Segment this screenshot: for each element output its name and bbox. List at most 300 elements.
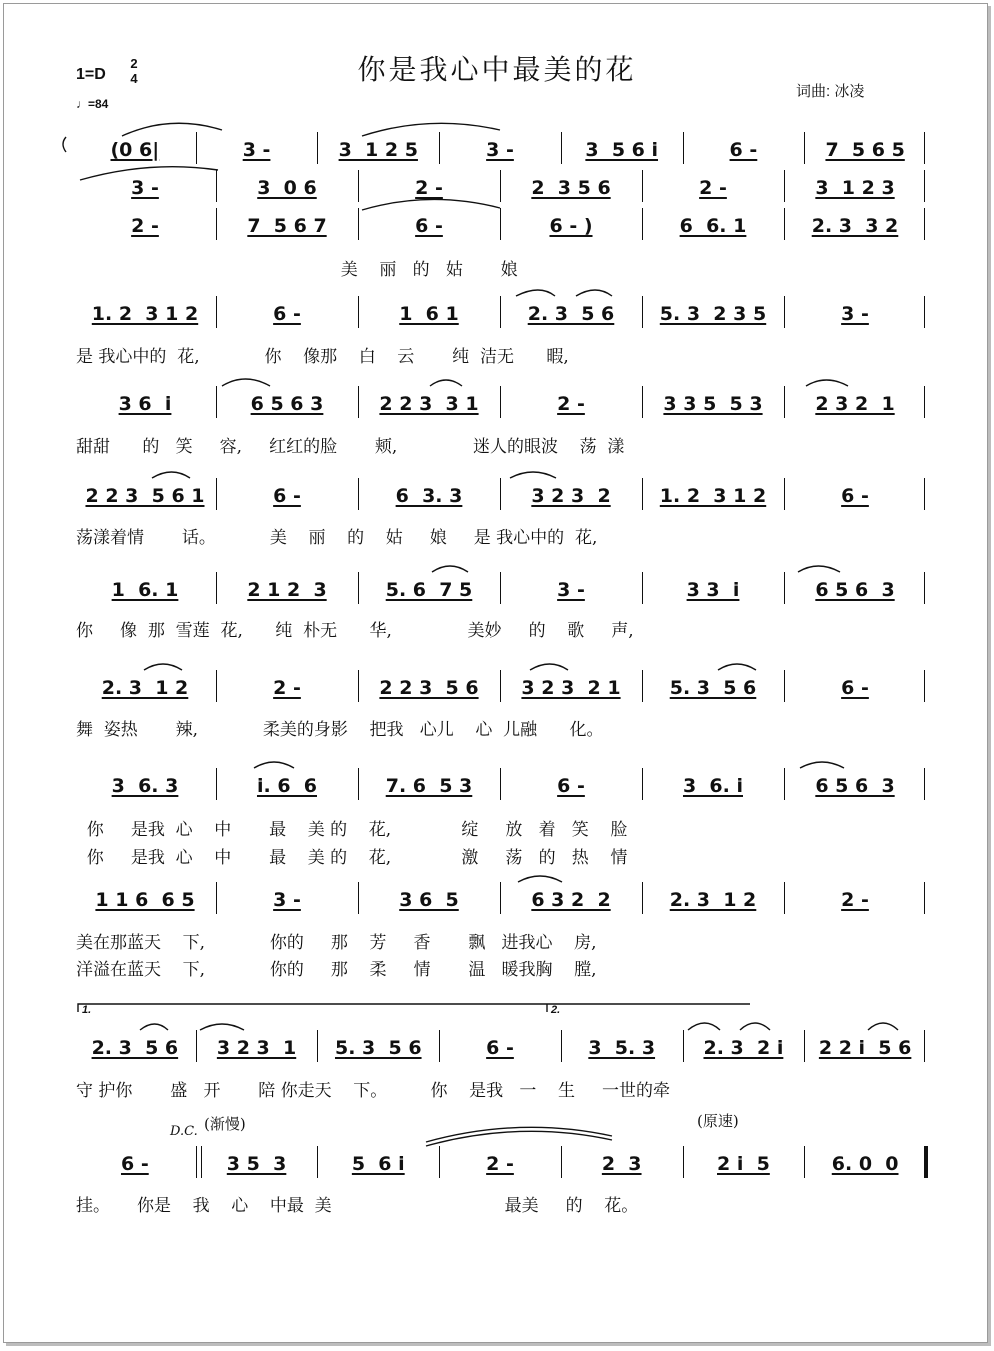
measure-notes: [74, 303, 216, 325]
measure: [358, 576, 500, 604]
measure: [500, 674, 642, 702]
note-group: 3 2 3 1: [216, 1037, 297, 1059]
note-group: 2 -: [415, 177, 443, 199]
barline: [317, 1146, 318, 1178]
note-group: 2 2 3 5 6: [379, 677, 479, 699]
measure-notes: [358, 485, 500, 507]
measure-notes: [500, 579, 642, 601]
note-group: 2 2 3 3 1: [379, 393, 479, 415]
measure: [500, 390, 642, 418]
barline: [358, 768, 359, 800]
measure: [358, 390, 500, 418]
barline: [358, 478, 359, 510]
barline-end: [924, 572, 925, 604]
note-group: 3 -: [273, 889, 301, 911]
note-group: 2. 3 3 2: [811, 215, 899, 237]
lyric-line: 甜甜 的 笑 容, 红红的脸 颊, 迷人的眼波 荡 漾: [76, 437, 625, 457]
note-group: 6 6. 1: [679, 215, 747, 237]
measure: [216, 576, 358, 604]
measure: [642, 300, 784, 328]
barline: [683, 1030, 684, 1062]
barline-end: [924, 1030, 925, 1062]
time-bottom: 4: [130, 71, 138, 86]
note-group: 2 i 5: [717, 1153, 770, 1175]
measure: [216, 482, 358, 510]
note-group: 6 - ): [549, 215, 593, 237]
barline-end: [924, 296, 925, 328]
measure-notes: [500, 889, 642, 911]
measure: [317, 136, 439, 164]
measure: [358, 886, 500, 914]
measure-notes: [358, 677, 500, 699]
measure: [74, 174, 216, 202]
notation-system: [74, 670, 926, 710]
note-group: 1. 2 3 1 2: [91, 303, 199, 325]
measure: [642, 174, 784, 202]
time-signature: [128, 56, 140, 86]
measure-notes: [784, 889, 926, 911]
volta-2-label: 2.: [551, 1004, 561, 1016]
measure-notes: [74, 485, 216, 507]
note-group: 7 5 6 7: [247, 215, 327, 237]
notation-system: [74, 132, 926, 172]
measure-notes: [784, 677, 926, 699]
measure: [561, 1150, 683, 1178]
barline: [196, 1146, 202, 1178]
measure-notes: [216, 177, 358, 199]
barline: [500, 208, 501, 240]
measure: [358, 482, 500, 510]
barline: [216, 882, 217, 914]
barline: [804, 132, 805, 164]
note-group: 3 6. 3: [111, 775, 179, 797]
measure: [216, 174, 358, 202]
measure: [74, 886, 216, 914]
measure: [500, 886, 642, 914]
barline: [358, 572, 359, 604]
barline-end: [924, 670, 925, 702]
notation-system: [74, 296, 926, 336]
note-group: 3 1 2 5: [338, 139, 418, 161]
measure: [642, 886, 784, 914]
measure-notes: [216, 303, 358, 325]
measure-notes: [784, 393, 926, 415]
note-group: 1 1 6 6 5: [95, 889, 195, 911]
measure-notes: [74, 889, 216, 911]
note-group: 2. 3 2 i: [703, 1037, 784, 1059]
note-group: 3 6. i: [682, 775, 743, 797]
measure: [500, 482, 642, 510]
measure: [784, 174, 926, 202]
measure: [439, 1150, 561, 1178]
barline: [561, 1030, 562, 1062]
measure: [784, 674, 926, 702]
note-group: 3 0 6: [257, 177, 317, 199]
note-group: 2 -: [131, 215, 159, 237]
note-group: 6 -: [557, 775, 585, 797]
barline: [439, 1146, 440, 1178]
notation-system: [74, 1146, 926, 1186]
measure-notes: [358, 889, 500, 911]
measure-notes: [642, 485, 784, 507]
measure-notes: [642, 677, 784, 699]
barline: [642, 170, 643, 202]
measure-notes: [74, 1037, 196, 1059]
measure-notes: [358, 579, 500, 601]
note-group: 3 -: [841, 303, 869, 325]
note-group: 6. 0 0: [831, 1153, 899, 1175]
note-group: 2 3 5 6: [531, 177, 611, 199]
measure: [439, 136, 561, 164]
barline: [216, 478, 217, 510]
note-group: 6 -: [729, 139, 758, 161]
measure: [74, 300, 216, 328]
measure: [358, 174, 500, 202]
note-group: 5. 6 7 5: [385, 579, 473, 601]
measure: [784, 576, 926, 604]
lyric-line: 美 丽 的 姑 娘: [76, 260, 518, 280]
measure: [500, 174, 642, 202]
note-group: 2 2 3 5 6 1: [85, 485, 205, 507]
measure-notes: [216, 579, 358, 601]
measure: [500, 300, 642, 328]
measure-notes: [804, 1037, 926, 1059]
measure-notes: [642, 303, 784, 325]
measure-notes: [642, 579, 784, 601]
barline: [804, 1146, 805, 1178]
note-group: 2 -: [841, 889, 869, 911]
lyric-line: 美在那蓝天 下, 你的 那 芳 香 飘 进我心 房,: [76, 933, 597, 953]
barline: [642, 386, 643, 418]
measure-notes: [216, 393, 358, 415]
measure-notes: [561, 139, 683, 161]
measure: [196, 136, 318, 164]
notation-system: [74, 170, 926, 210]
measure: [358, 300, 500, 328]
barline: [358, 882, 359, 914]
barline: [642, 882, 643, 914]
note-group: 6 -: [120, 1153, 149, 1175]
note-group: 6 -: [273, 485, 301, 507]
barline: [500, 882, 501, 914]
note-group: 5. 3 2 3 5: [659, 303, 767, 325]
note-group: 2 3: [601, 1153, 642, 1175]
measure: [804, 136, 926, 164]
measure: [216, 772, 358, 800]
notation-system: [74, 478, 926, 518]
barline: [642, 296, 643, 328]
measure: [784, 886, 926, 914]
barline: [500, 768, 501, 800]
barline: [216, 670, 217, 702]
measure-notes: [561, 1153, 683, 1175]
note-group: 2 2 i 5 6: [818, 1037, 912, 1059]
measure-notes: [74, 393, 216, 415]
note-group: 2 3 2 1: [815, 393, 895, 415]
barline: [784, 882, 785, 914]
measure-notes: [74, 1153, 196, 1175]
note-group: 3 1 2 3: [815, 177, 895, 199]
measure-notes: [500, 485, 642, 507]
barline: [216, 296, 217, 328]
barline: [216, 208, 217, 240]
note-group: 2. 3 1 2: [669, 889, 757, 911]
note-group: 3 2 3 2 1: [521, 677, 621, 699]
measure: [784, 772, 926, 800]
note-group: 6 3 2 2: [531, 889, 611, 911]
measure: [642, 772, 784, 800]
note-group: 3 5 6 i: [585, 139, 659, 161]
barline-end: [924, 1146, 928, 1178]
measure: [317, 1150, 439, 1178]
note-group: 2. 3 1 2: [101, 677, 189, 699]
measure-notes: [439, 1037, 561, 1059]
note-group: 5 6 i: [351, 1153, 405, 1175]
note-group: i. 6 6: [256, 775, 317, 797]
note-group: 6 3. 3: [395, 485, 463, 507]
barline-end: [924, 386, 925, 418]
slower-marking: (渐慢): [204, 1115, 246, 1133]
measure-notes: [500, 677, 642, 699]
volta-1-label: 1.: [82, 1004, 92, 1016]
measure: [74, 1150, 196, 1178]
barline: [358, 296, 359, 328]
notation-system: [74, 208, 926, 248]
measure-notes: [196, 1037, 318, 1059]
measure-notes: [642, 889, 784, 911]
note-group: 1 6 1: [399, 303, 459, 325]
measure-notes: [784, 177, 926, 199]
barline: [500, 386, 501, 418]
measure: [74, 136, 196, 164]
note-group: 3 2 3 2: [531, 485, 611, 507]
note-group: 2 -: [699, 177, 727, 199]
note-group: 6 -: [415, 215, 443, 237]
barline: [642, 208, 643, 240]
measure-notes: [196, 1153, 318, 1175]
song-title: 你是我心中最美的花: [357, 53, 637, 86]
barline-end: [924, 768, 925, 800]
measure-notes: [500, 303, 642, 325]
barline-end: [924, 882, 925, 914]
barline-end: [924, 208, 925, 240]
measure-notes: [642, 393, 784, 415]
measure: [317, 1034, 439, 1062]
measure: [683, 1150, 805, 1178]
barline-end: [924, 478, 925, 510]
barline: [196, 1030, 197, 1062]
barline: [196, 132, 197, 164]
note-group: 2 -: [486, 1153, 514, 1175]
measure: [74, 772, 216, 800]
measure: [74, 482, 216, 510]
note-group: 3 3 5 5 3: [663, 393, 763, 415]
measure-notes: [683, 1037, 805, 1059]
measure-notes: [804, 139, 926, 161]
barline: [216, 572, 217, 604]
measure: [439, 1034, 561, 1062]
notation-system: [74, 572, 926, 612]
barline: [500, 670, 501, 702]
note-group: 3 -: [131, 177, 159, 199]
barline: [784, 386, 785, 418]
barline: [683, 1146, 684, 1178]
measure-notes: [74, 177, 216, 199]
measure-notes: [216, 215, 358, 237]
note-group: 3 3 i: [686, 579, 740, 601]
measure-notes: [216, 775, 358, 797]
note-group: 2 -: [557, 393, 585, 415]
measure: [642, 576, 784, 604]
note-group: 6 5 6 3: [815, 775, 895, 797]
note-group: 2 1 2 3: [247, 579, 327, 601]
measure-notes: [216, 889, 358, 911]
lyric-line: 荡漾着情 话。 美 丽 的 姑 娘 是 我心中的 花,: [76, 528, 598, 548]
measure: [784, 212, 926, 240]
measure-notes: [500, 215, 642, 237]
measure: [784, 390, 926, 418]
tempo-marking: ♩=84: [76, 97, 109, 111]
barline: [804, 1030, 805, 1062]
measure: [196, 1150, 318, 1178]
note-group: 3 5. 3: [588, 1037, 656, 1059]
measure: [500, 772, 642, 800]
measure: [784, 482, 926, 510]
measure-notes: [74, 677, 216, 699]
note-group: 5. 3 5 6: [334, 1037, 422, 1059]
barline: [561, 1146, 562, 1178]
barline-end: [924, 170, 925, 202]
measure-notes: [642, 177, 784, 199]
measure-notes: [500, 775, 642, 797]
note-group: 3 6 i: [118, 393, 172, 415]
measure: [642, 482, 784, 510]
measure: [683, 1034, 805, 1062]
barline: [784, 768, 785, 800]
measure-notes: [74, 579, 216, 601]
measure: [784, 300, 926, 328]
measure: [216, 212, 358, 240]
lyric-line: 洋溢在蓝天 下, 你的 那 柔 情 温 暖我胸 膛,: [76, 960, 597, 980]
measure-notes: [317, 139, 439, 161]
barline: [683, 132, 684, 164]
note-group: 1 6. 1: [111, 579, 179, 601]
measure-notes: [317, 1037, 439, 1059]
original-tempo-marking: (原速): [697, 1112, 739, 1130]
barline: [642, 670, 643, 702]
dc-marking: D.C.: [170, 1124, 198, 1139]
measure: [561, 1034, 683, 1062]
note-group: 3 6 5: [399, 889, 459, 911]
barline: [642, 768, 643, 800]
lyric-line: 是 我心中的 花, 你 像那 白 云 纯 洁无 暇,: [76, 347, 569, 367]
measure-notes: [74, 775, 216, 797]
notation-system: [74, 386, 926, 426]
lyric-line: 你 是我 心 中 最 美 的 花, 绽 放 着 笑 脸: [76, 820, 628, 840]
barline: [216, 768, 217, 800]
measure-notes: [683, 139, 805, 161]
measure-notes: [216, 677, 358, 699]
note-group: 2. 3 5 6: [91, 1037, 179, 1059]
measure-notes: [216, 485, 358, 507]
author-credit: 词曲: 冰凌: [796, 83, 865, 100]
barline-end: [924, 132, 925, 164]
measure-notes: [358, 303, 500, 325]
measure: [642, 674, 784, 702]
barline: [561, 132, 562, 164]
barline: [500, 478, 501, 510]
measure-notes: [74, 215, 216, 237]
key-signature: 1=D: [76, 66, 106, 83]
measure: [804, 1034, 926, 1062]
measure-notes: [74, 139, 196, 161]
measure: [500, 212, 642, 240]
measure-notes: [358, 215, 500, 237]
barline: [784, 296, 785, 328]
measure-notes: [784, 579, 926, 601]
measure: [358, 212, 500, 240]
measure: [642, 212, 784, 240]
barline: [784, 478, 785, 510]
barline: [358, 386, 359, 418]
measure: [216, 300, 358, 328]
measure: [216, 886, 358, 914]
note-group: 6 5 6 3: [815, 579, 895, 601]
measure-notes: [439, 1153, 561, 1175]
note-group: 2 -: [273, 677, 301, 699]
measure-notes: [358, 393, 500, 415]
note-group: 5. 3 5 6: [669, 677, 757, 699]
note-group: 2. 3 5 6: [527, 303, 615, 325]
measure-notes: [358, 177, 500, 199]
note-group: 1. 2 3 1 2: [659, 485, 767, 507]
measure: [358, 674, 500, 702]
barline: [216, 386, 217, 418]
measure-notes: [784, 215, 926, 237]
barline: [358, 670, 359, 702]
measure: [561, 136, 683, 164]
note-group: 3 -: [557, 579, 585, 601]
note-group: 6 5 6 3: [250, 393, 324, 415]
measure-notes: [317, 1153, 439, 1175]
measure: [74, 1034, 196, 1062]
time-top: 2: [130, 56, 138, 71]
measure-notes: [439, 139, 561, 161]
measure: [500, 576, 642, 604]
lyric-line: 守 护你 盛 开 陪 你走天 下。 你 是我 一 生 一世的牵: [76, 1081, 670, 1101]
note-group: 3 -: [242, 139, 271, 161]
measure: [216, 674, 358, 702]
measure-notes: [500, 393, 642, 415]
barline: [439, 1030, 440, 1062]
measure-notes: [784, 485, 926, 507]
barline: [439, 132, 440, 164]
note-group: 6 -: [841, 677, 869, 699]
barline: [500, 572, 501, 604]
measure-notes: [642, 775, 784, 797]
note-group: 6 -: [486, 1037, 514, 1059]
barline: [358, 208, 359, 240]
measure: [74, 212, 216, 240]
barline: [642, 478, 643, 510]
lyric-line: 你 是我 心 中 最 美 的 花, 激 荡 的 热 情: [76, 848, 628, 868]
barline: [317, 1030, 318, 1062]
barline: [784, 670, 785, 702]
measure: [74, 674, 216, 702]
note-group: 6 -: [273, 303, 301, 325]
barline: [784, 170, 785, 202]
note-group: 3 5 3: [226, 1153, 287, 1175]
